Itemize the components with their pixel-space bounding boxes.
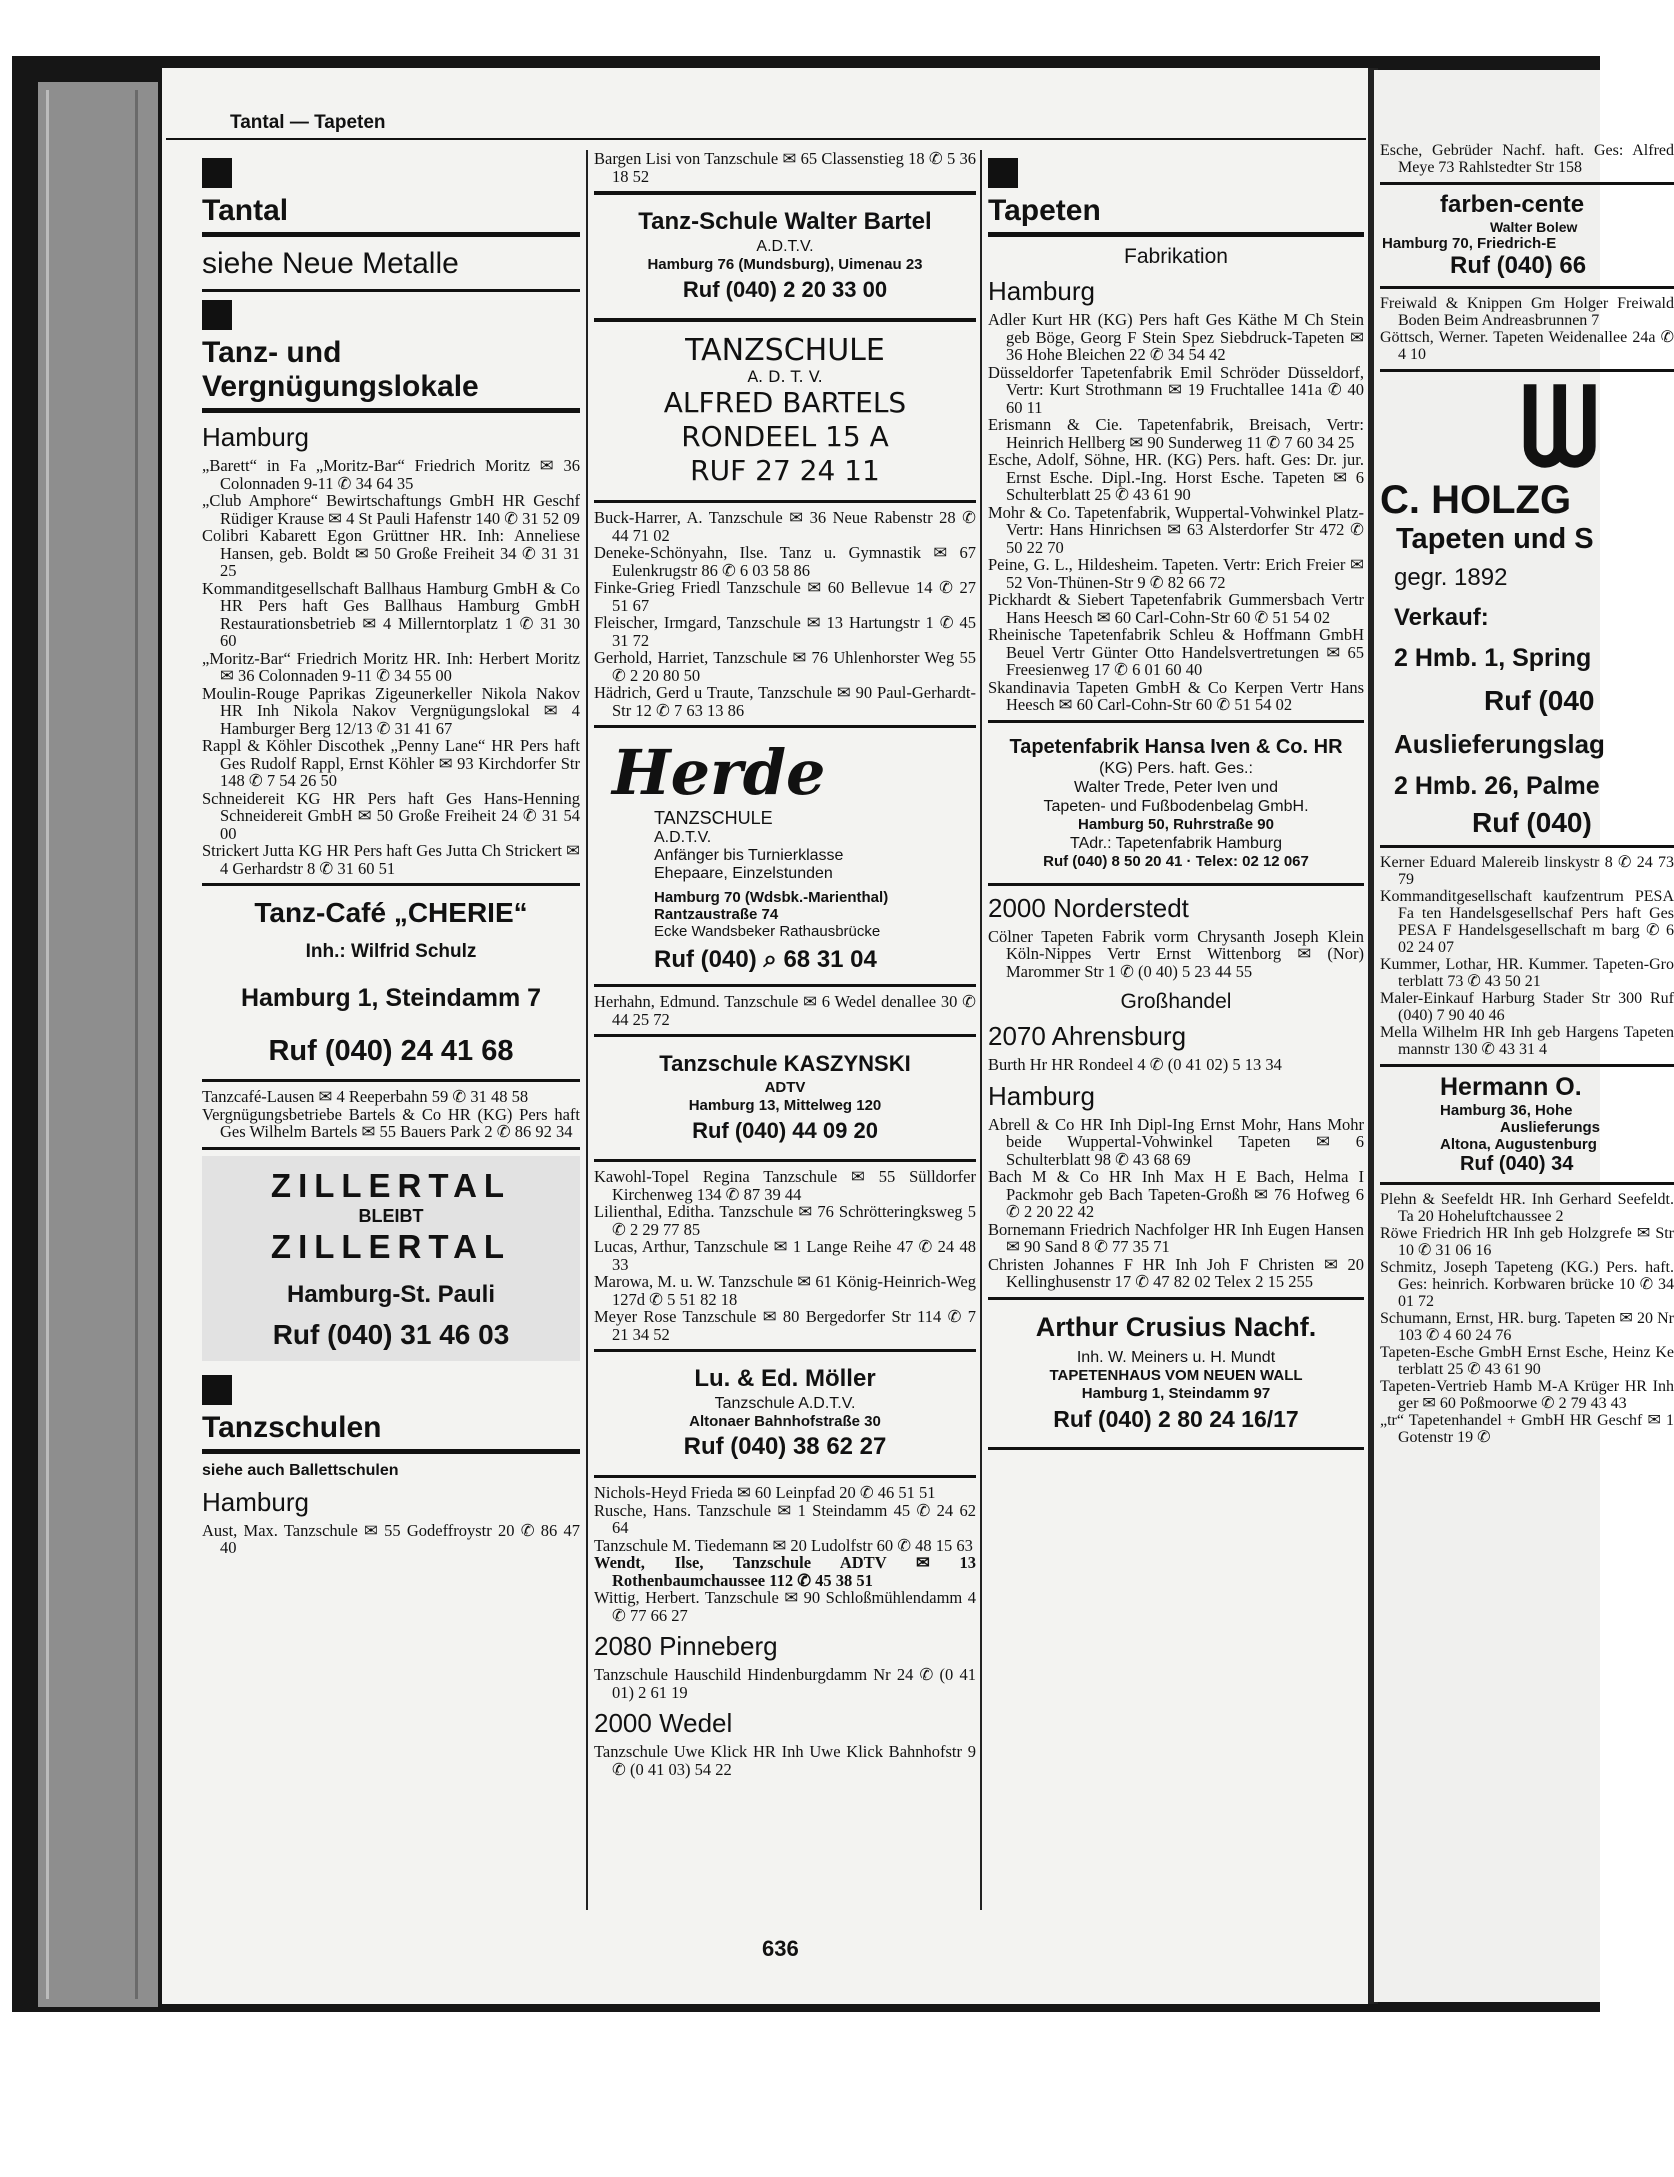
list-item: Wittig, Herbert. Tanzschule ✉ 90 Schloßmühlendamm 4 ✆ 77 66 27 <box>594 1588 976 1625</box>
list-item: Cölner Tapeten Fabrik vorm Chrysanth Joseph Klein Köln-Nippes Vertr Ernst Wittenborg ✉ (Nor) Marommer Str 1 ✆ (0 40) 5 23 44 55 <box>988 926 1364 981</box>
divider <box>202 883 580 886</box>
ad-line: gegr. 1892 <box>1394 564 1508 591</box>
list-item: Aust, Max. Tanzschule ✉ 55 Godeffroystr 20 ✆ 86 47 40 <box>202 1520 580 1557</box>
list-item: Mella Wilhelm HR Inh geb Hargens Tapeten mannstr 130 ✆ 43 31 4 <box>1380 1024 1674 1058</box>
divider <box>594 318 976 322</box>
divider <box>1380 1064 1674 1067</box>
ad-address: Altonaer Bahnhofstraße 30 <box>689 1413 881 1430</box>
ad-phone: Ruf (040) 2 80 24 16/17 <box>1053 1405 1299 1432</box>
city-heading: Hamburg <box>988 1080 1095 1111</box>
list-item: Röwe Friedrich HR Inh geb Holzgrefe ✉ Str 10 ✆ 31 06 16 <box>1380 1225 1674 1259</box>
list-item: Kommanditgesellschaft Ballhaus Hamburg GmbH & Co HR Pers haft Ges Ballhaus Hamburg GmbH Restaurationsbetrieb ✉ 4 Millerntorplatz 1 ✆ 31 30 60 <box>202 578 580 650</box>
header-rule <box>166 138 1366 140</box>
city-heading: 2080 Pinneberg <box>594 1631 778 1661</box>
section-marker <box>202 1375 232 1405</box>
list-item: Peine, G. L., Hildesheim. Tapeten. Vertr: Erich Freier ✉ 52 Von-Thünen-Str 9 ✆ 82 66 72 <box>988 555 1364 592</box>
ad-line: Tapeten- und Fußbodenbelag GmbH. <box>1043 797 1309 815</box>
ad-line: Altona, Augustenburg <box>1440 1136 1597 1153</box>
list-item: Colibri Kabarett Egon Grüttner HR. Inh: Anneliese Hansen, geb. Boldt ✉ 50 Große Freiheit 34 ✆ 31 31 25 <box>202 526 580 580</box>
list-item: Schneidereit KG HR Pers haft Ges Hans-Henning Schneidereit GmbH ✉ 50 Große Freiheit 24 ✆ 31 54 00 <box>202 788 580 843</box>
subsection-grosshandel: Großhandel <box>1120 990 1232 1013</box>
list-item: Herhahn, Edmund. Tanzschule ✉ 6 Wedel denallee 30 ✆ 44 25 72 <box>594 992 976 1029</box>
list-item: Schmitz, Joseph Tapeteng (KG.) Pers. haft. Ges: heinrich. Korbwaren brücke 10 ✆ 34 01 72 <box>1380 1259 1674 1310</box>
list-item: Buck-Harrer, A. Tanzschule ✉ 36 Neue Rabenstr 28 ✆ 44 71 02 <box>594 508 976 545</box>
ad-line: Rantzaustraße 74 <box>654 906 779 923</box>
ad-walter-bartel <box>594 201 976 312</box>
ad-line: RONDEEL 15 A <box>681 420 889 453</box>
page-number: 636 <box>762 1936 799 1961</box>
ad-title: Tanz-Schule Walter Bartel <box>638 208 932 235</box>
list-item: Rusche, Hans. Tanzschule ✉ 1 Steindamm 45 ✆ 24 62 64 <box>594 1500 976 1537</box>
ad-line: Ehepaare, Einzelstunden <box>654 865 833 882</box>
herde-logo: Herde <box>612 736 826 809</box>
list-item: Vergnügungsbetriebe Bartels & Co HR (KG) Pers haft Ges Wilhelm Bartels ✉ 55 Bauers Park 2 ✆ 86 92 34 <box>202 1104 580 1141</box>
tantal-reference: siehe Neue Metalle <box>202 245 580 292</box>
section-marker <box>202 300 232 330</box>
list-item: Erismann & Cie. Tapetenfabrik, Breisach, Vertr: Heinrich Hellberg ✉ 90 Sunderweg 11 ✆ 7 60 34 25 <box>988 415 1364 452</box>
holzgrefe-logo: ᗯ <box>1520 363 1600 492</box>
ad-alfred-bartels <box>594 328 976 494</box>
list-item: Tapeten-Vertrieb Hamb M-A Krüger HR Inh ger ✉ 60 Poßmoorwe ✆ 2 79 43 43 <box>1380 1378 1674 1412</box>
ad-address: Hamburg 76 (Mundsburg), Uimenau 23 <box>647 256 923 273</box>
ad-address: Hamburg 13, Mittelweg 120 <box>688 1097 882 1114</box>
ad-phone: Ruf (040) 66 <box>1450 252 1587 279</box>
list-item: Kerner Eduard Malereib linskystr 8 ✆ 24 73 79 <box>1380 854 1674 888</box>
ad-hermann <box>1380 1073 1674 1176</box>
directory-page <box>162 68 1370 2004</box>
divider <box>594 725 976 728</box>
ad-line: BLEIBT <box>358 1205 424 1226</box>
ad-line: Walter Trede, Peter Iven und <box>1074 778 1278 796</box>
list-item: Burth Hr HR Rondeel 4 ✆ (0 41 02) 5 13 34 <box>988 1055 1282 1074</box>
ad-line: (KG) Pers. haft. Ges.: <box>1099 759 1253 777</box>
ad-line: Inh. W. Meiners u. H. Mundt <box>1076 1348 1276 1366</box>
list-item: Esche, Adolf, Söhne, HR. (KG) Pers. haft. Ges: Dr. jur. Ernst Esche. Dipl.-Ing. Horst Esche. Tapeten ✉ 6 Schulterblatt 25 ✆ 43 61 90 <box>988 450 1364 504</box>
list-item: Marowa, M. u. W. Tanzschule ✉ 61 König-Heinrich-Weg 127d ✆ 5 51 82 18 <box>594 1272 976 1309</box>
list-item: Moulin-Rouge Paprikas Zigeunerkeller Nikola Nakov HR Inh Nikola Nakov Vergnügungslokal ✉ 4 Hamburger Berg 12/13 ✆ 31 41 67 <box>202 683 580 738</box>
list-item: Tanzcafé-Lausen ✉ 4 Reeperbahn 59 ✆ 31 48 58 <box>202 1087 529 1106</box>
list-item: Strickert Jutta KG HR Pers haft Ges Jutta Ch Strickert ✉ 4 Gerhardstr 8 ✆ 31 60 51 <box>202 841 580 878</box>
divider <box>202 1147 580 1150</box>
column-3 <box>988 150 1364 1456</box>
ad-sub: ADTV <box>764 1079 806 1096</box>
ad-line: ZILLERTAL <box>270 1227 512 1265</box>
ad-line: Hamburg 36, Hohe <box>1440 1102 1573 1119</box>
ad-phone: Ruf (040 <box>1484 685 1595 716</box>
divider <box>594 1349 976 1352</box>
list-item: Tanzschule Uwe Klick HR Inh Uwe Klick Bahnhofstr 9 ✆ (0 41 03) 54 22 <box>594 1742 976 1779</box>
list-item: Kommanditgesellschaft kaufzentrum PESA Fa ten Handelsgesellschaf Pers haft Ges PESA F Handelsgesellschaft m barg ✆ 6 02 24 07 <box>1380 888 1674 956</box>
divider <box>594 1475 976 1478</box>
list-item: Plehn & Seefeldt HR. Inh Gerhard Seefeldt. Ta 20 Hoheluftchaussee 2 <box>1380 1191 1674 1225</box>
list-item: Düsseldorfer Tapetenfabrik Emil Schröder Düsseldorf, Vertr: Kurt Strothmann ✉ 19 Fruchtallee 141a ✆ 40 60 11 <box>988 362 1364 417</box>
ad-city: Hamburg-St. Pauli <box>286 1280 496 1308</box>
ad-line: Hamburg 70, Friedrich-E <box>1382 235 1557 252</box>
list-item: Nichols-Heyd Frieda ✉ 60 Leinpfad 20 ✆ 46 51 51 <box>594 1483 936 1502</box>
section-marker <box>988 158 1018 188</box>
list-item: Skandinavia Tapeten GmbH & Co Kerpen Vertr Hans Heesch ✉ 60 Carl-Cohn-Str 60 ✆ 51 54 02 <box>988 677 1364 714</box>
city-heading: 2000 Norderstedt <box>988 892 1189 923</box>
divider <box>594 191 976 195</box>
ad-line: ZILLERTAL <box>270 1166 512 1204</box>
ad-hansa <box>988 729 1364 877</box>
ad-phone: Ruf (040) <box>1472 807 1592 838</box>
ad-line: A.D.T.V. <box>654 829 712 846</box>
ad-phone: Ruf (040) 44 09 20 <box>692 1118 878 1143</box>
list-item: Maler-Einkauf Harburg Stader Str 300 Ruf (040) 7 90 40 46 <box>1380 990 1674 1024</box>
ad-line: RUF 27 24 11 <box>690 454 880 487</box>
city-heading: Hamburg <box>202 422 309 452</box>
list-item: Esche, Gebrüder Nachf. haft. Ges: Alfred Meye 73 Rahlstedter Str 158 <box>1380 142 1674 176</box>
ad-zillertal <box>202 1156 580 1361</box>
column-rule <box>980 150 982 1910</box>
ad-phone: Ruf (040) 31 46 03 <box>272 1318 510 1350</box>
right-page <box>1374 70 1674 2002</box>
ad-moeller <box>594 1358 976 1469</box>
city-heading: Hamburg <box>988 276 1095 306</box>
divider <box>594 1034 976 1037</box>
list-item: Bornemann Friedrich Nachfolger HR Inh Eugen Hansen ✉ 90 Sand 8 ✆ 77 35 71 <box>988 1219 1364 1256</box>
divider <box>988 1297 1364 1300</box>
list-item: Meyer Rose Tanzschule ✉ 80 Bergedorfer Str 114 ✆ 7 21 34 52 <box>594 1307 976 1344</box>
ad-line: Hamburg 1, Steindamm 97 <box>1081 1384 1271 1402</box>
ad-line: TAdr.: Tapetenfabrik Hamburg <box>1070 834 1282 852</box>
ad-phone: Ruf (040) 34 <box>1460 1153 1574 1175</box>
divider <box>594 1159 976 1162</box>
ad-line: Ecke Wandsbeker Rathausbrücke <box>654 923 881 940</box>
ad-line: 2 Hmb. 1, Spring <box>1394 644 1592 672</box>
ad-title: Tapetenfabrik Hansa Iven & Co. HR <box>1009 735 1343 758</box>
subsection-fabrikation: Fabrikation <box>1124 245 1228 268</box>
ad-address: Hamburg 1, Steindamm 7 <box>240 984 542 1012</box>
divider <box>1380 182 1674 185</box>
list-item: Fleischer, Irmgard, Tanzschule ✉ 13 Hartungstr 1 ✆ 45 31 72 <box>594 613 976 650</box>
ad-line: Hamburg 50, Ruhrstraße 90 <box>1078 815 1274 833</box>
ad-line: Auslieferungslag <box>1394 729 1605 759</box>
divider <box>594 500 976 503</box>
list-item: Kummer, Lothar, HR. Kummer. Tapeten-Gro terblatt 73 ✆ 43 50 21 <box>1380 956 1674 990</box>
list-item: Hädrich, Gerd u Traute, Tanzschule ✉ 90 Paul-Gerhardt-Str 12 ✆ 7 63 13 86 <box>594 683 976 720</box>
ad-phone: Ruf (040) 2 20 33 00 <box>682 277 888 302</box>
list-item: Abrell & Co HR Inh Dipl-Ing Ernst Mohr, Hans Mohr beide Wuppertal-Vohwinkel Tapeten ✉ 6 Schulterblatt 98 ✆ 43 68 69 <box>988 1114 1364 1169</box>
ad-line: Ruf (040) 8 50 20 41 · Telex: 02 12 067 <box>1043 852 1309 870</box>
list-item: Freiwald & Knippen Gm Holger Freiwald Boden Beim Andreasbrunnen 7 <box>1380 295 1674 329</box>
list-item: Finke-Grieg Friedl Tanzschule ✉ 60 Bellevue 14 ✆ 27 51 67 <box>594 578 976 615</box>
ad-cherie <box>202 892 580 1073</box>
list-item: Pickhardt & Siebert Tapetenfabrik Gummersbach Vertr Hans Heesch ✉ 60 Carl-Cohn-Str 60 ✆ 51 54 02 <box>988 590 1364 627</box>
section-title-tanz: Tanz- und Vergnügungslokale <box>202 336 580 413</box>
list-item: Lilienthal, Editha. Tanzschule ✉ 76 Schrötteringksweg 5 ✆ 2 29 77 85 <box>594 1202 976 1239</box>
ad-owner: Inh.: Wilfrid Schulz <box>305 941 477 962</box>
list-item: Bargen Lisi von Tanzschule ✉ 65 Classenstieg 18 ✆ 5 36 18 52 <box>594 149 976 186</box>
city-heading: 2000 Wedel <box>594 1708 733 1738</box>
divider <box>202 1079 580 1082</box>
ad-title: Arthur Crusius Nachf. <box>1035 1311 1317 1342</box>
ad-farben-center <box>1380 191 1674 280</box>
city-heading: 2070 Ahrensburg <box>988 1021 1187 1051</box>
divider <box>594 984 976 987</box>
ad-line: 2 Hmb. 26, Palme <box>1394 772 1600 800</box>
list-item: Rappl & Köhler Discothek „Penny Lane“ HR Pers haft Ges Rudolf Rappl, Ernst Köhler ✉ 93 Kirchdorfer Str 148 ✆ 7 54 26 50 <box>202 736 580 790</box>
list-item: Christen Johannes F HR Inh Joh F Christen ✉ 20 Kellinghusenstr 17 ✆ 47 82 02 Telex 2 15 255 <box>988 1254 1364 1291</box>
ad-herde <box>594 734 976 978</box>
divider <box>1380 286 1674 289</box>
list-item: Gerhold, Harriet, Tanzschule ✉ 76 Uhlenhorster Weg 55 ✆ 2 20 80 50 <box>594 648 976 685</box>
column-2 <box>594 150 976 1778</box>
ad-title: Tanzschule KASZYNSKI <box>659 1051 911 1076</box>
ad-line: TAPETENHAUS VOM NEUEN WALL <box>1049 1366 1303 1384</box>
list-item: Tanzschule M. Tiedemann ✉ 20 Ludolfstr 60 ✆ 48 15 63 <box>594 1535 973 1555</box>
column-1 <box>202 150 580 1557</box>
ad-line: Tapeten und S <box>1396 523 1594 555</box>
divider <box>1380 845 1674 848</box>
page-stack-edge <box>38 82 158 2007</box>
entry-list <box>202 457 580 877</box>
ad-title: Hermann O. <box>1440 1073 1582 1101</box>
list-item: Tanzschule Hauschild Hindenburgdamm Nr 24 ✆ (0 41 01) 2 61 19 <box>594 1665 976 1702</box>
ad-kaszynski <box>594 1043 976 1153</box>
ad-title: Lu. & Ed. Möller <box>694 1365 876 1392</box>
divider <box>988 720 1364 723</box>
list-item: „Club Amphore“ Bewirtschaftungs GmbH HR Geschf Rüdiger Krause ✉ 4 St Pauli Hafenstr 140 ✆ 31 52 09 <box>202 491 580 528</box>
list-item: Tapeten-Esche GmbH Ernst Esche, Heinz Ke terblatt 25 ✆ 43 61 90 <box>1380 1344 1674 1378</box>
list-item: Mohr & Co. Tapetenfabrik, Wuppertal-Vohwinkel Platz-Vertr: Hans Hinrichsen ✉ 63 Alsterdorfer Str 472 ✆ 50 22 70 <box>988 502 1364 557</box>
list-item: „Barett“ in Fa „Moritz-Bar“ Friedrich Moritz ✉ 36 Colonnaden 9-11 ✆ 34 64 35 <box>202 456 580 493</box>
ad-crusius <box>988 1306 1364 1441</box>
section-title-tanzschulen: Tanzschulen <box>202 1411 580 1454</box>
city-heading: Hamburg <box>202 1486 309 1517</box>
ad-line: TANZSCHULE <box>685 333 885 368</box>
list-item: „tr“ Tapetenhandel + GmbH HR Geschf ✉ 1 Gotenstr 19 ✆ <box>1380 1412 1674 1446</box>
ad-line: A. D. T. V. <box>747 367 823 386</box>
ad-phone: Ruf (040) ⌕ 68 31 04 <box>654 946 877 973</box>
ad-title: farben-cente <box>1440 191 1585 218</box>
divider <box>988 883 1364 886</box>
list-item: Rheinische Tapetenfabrik Schleu & Hoffmann GmbH Beuel Vertr Günter Otto Handelsvertretungen ✉ 65 Freesienweg 17 ✆ 6 01 60 40 <box>988 625 1364 679</box>
section-marker <box>202 158 232 188</box>
ad-sub: A.D.T.V. <box>756 238 814 255</box>
ad-phone: Ruf (040) 38 62 27 <box>683 1433 887 1460</box>
ad-sub: Tanzschule A.D.T.V. <box>714 1395 856 1412</box>
ad-title: C. HOLZG <box>1380 478 1572 522</box>
ad-phone: Ruf (040) 24 41 68 <box>268 1035 514 1067</box>
ad-line: Hamburg 70 (Wdsbk.-Marienthal) <box>654 889 889 906</box>
section-title-tapeten: Tapeten <box>988 194 1364 237</box>
list-item: Kawohl-Topel Regina Tanzschule ✉ 55 Sülldorfer Kirchenweg 134 ✆ 87 39 44 <box>594 1167 976 1204</box>
list-item: Deneke-Schönyahn, Ilse. Tanz u. Gymnastik ✉ 67 Eulenkrugstr 86 ✆ 6 03 58 86 <box>594 543 976 580</box>
list-item: Bach M & Co HR Inh Max H E Bach, Helma I Packmohr geb Bach Tapeten-Großh ✉ 76 Hofweg 6 ✆ 2 20 22 42 <box>988 1167 1364 1221</box>
running-header: Tantal — Tapeten <box>230 112 386 133</box>
list-item: Adler Kurt HR (KG) Pers haft Ges Käthe M Ch Stein geb Böge, Georg F Stein Spez Siebdruck-Tapeten ✉ 36 Hohe Bleichen 22 ✆ 34 54 42 <box>988 310 1364 364</box>
ad-line: Verkauf: <box>1394 604 1489 631</box>
right-page-content <box>1374 70 1674 1446</box>
ad-line: ALFRED BARTELS <box>663 386 907 419</box>
ad-title: Tanz-Café „CHERIE“ <box>254 897 528 928</box>
list-item: Schumann, Ernst, HR. burg. Tapeten ✉ 20 Nr 103 ✆ 4 60 24 76 <box>1380 1310 1674 1344</box>
divider <box>1380 1182 1674 1185</box>
list-item: Wendt, Ilse, Tanzschule ADTV ✉ 13 Rothenbaumchaussee 112 ✆ 45 38 51 <box>594 1553 976 1590</box>
tanzschulen-reference: siehe auch Ballettschulen <box>202 1461 399 1479</box>
list-item: Göttsch, Werner. Tapeten Weidenallee 24a ✆ 4 10 <box>1380 329 1674 363</box>
ad-line: Auslieferungs <box>1500 1119 1601 1136</box>
list-item: Lucas, Arthur, Tanzschule ✉ 1 Lange Reihe 47 ✆ 24 48 33 <box>594 1237 976 1274</box>
column-rule <box>586 150 588 1910</box>
ad-line: Walter Bolew <box>1490 219 1578 235</box>
ad-line: Anfänger bis Turnierklasse <box>654 847 844 864</box>
divider <box>988 1447 1364 1450</box>
section-title-tantal: Tantal <box>202 194 580 237</box>
list-item: „Moritz-Bar“ Friedrich Moritz HR. Inh: Herbert Moritz ✉ 36 Colonnaden 9-11 ✆ 34 55 00 <box>202 648 580 685</box>
ad-line: TANZSCHULE <box>654 808 773 828</box>
